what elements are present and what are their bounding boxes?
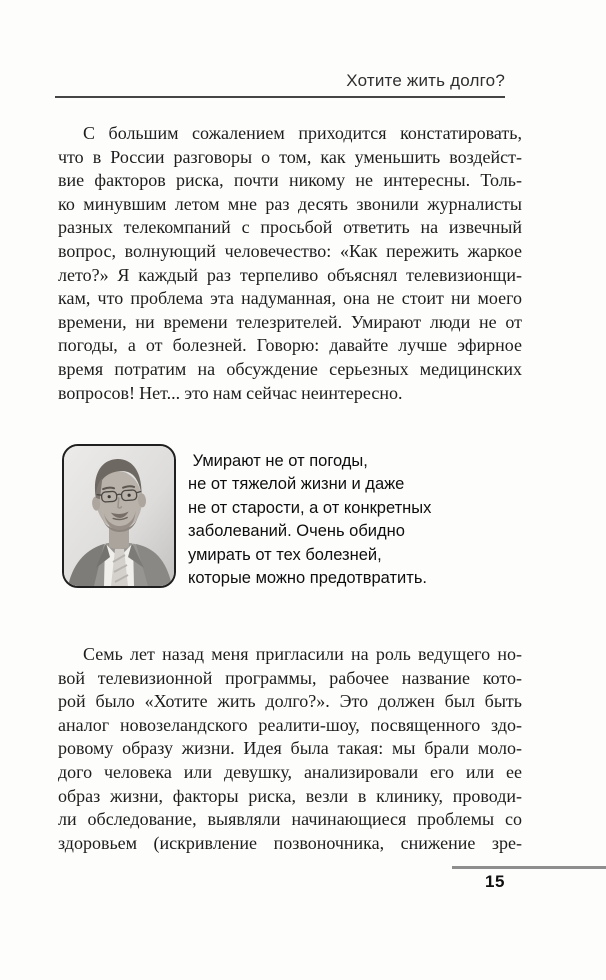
text-line: вой телевизионной программы, рабочее название кото- <box>58 667 522 688</box>
text-line: погоды, а от болезней. Говорю: давайте лучше эфирное <box>58 335 522 356</box>
text-line: здоровьем (искривление позвоночника, снижение зре- <box>58 832 522 853</box>
text-line: вие факторов риска, почти никому не интересны. Толь- <box>58 170 522 191</box>
text-line: вопросов! Нет... это нам сейчас неинтересно. <box>58 382 403 403</box>
page-number: 15 <box>485 872 505 891</box>
text-line: ровому образу жизни. Идея была такая: мы брали моло- <box>58 738 522 759</box>
text-line: рой было «Хотите жить долго?». Это должен был быть <box>58 691 522 712</box>
text-line: умирать от тех болезней, <box>188 545 382 564</box>
text-line: дого человека или девушку, анализировали его или ее <box>58 761 522 782</box>
text-line: времени, ни времени телезрителей. Умирают люди не от <box>58 311 522 332</box>
text-line: вопрос, волнующий человечество: «Как пережить жаркое <box>58 240 522 261</box>
text-line: ли обследование, выявляли начинающиеся проблемы со <box>58 809 522 830</box>
text-line: аналог новозеландского реалити-шоу, посвященного здо- <box>58 714 522 735</box>
text-line: кам, что проблема эта надуманная, она не стоит ни моего <box>58 288 522 309</box>
text-line: не от старости, а от конкретных <box>188 498 432 517</box>
paragraph <box>58 643 522 855</box>
text-line: Семь лет назад меня пригласили на роль ведущего но- <box>83 644 522 664</box>
text-line: что в России разговоры о том, как уменьшить воздейст- <box>58 146 522 167</box>
text-line: не от тяжелой жизни и даже <box>188 475 405 494</box>
paragraph <box>58 122 522 405</box>
header-rule <box>55 96 505 98</box>
text-line: которые можно предотвратить. <box>188 569 428 588</box>
author-photo <box>62 444 176 588</box>
pull-quote-block <box>62 444 532 590</box>
running-header: Хотите жить долго? <box>346 71 505 90</box>
pull-quote-text <box>188 444 431 590</box>
footer-rule <box>452 866 606 869</box>
text-line: лето?» Я каждый раз терпеливо объяснял телевизионщи- <box>58 264 522 285</box>
text-line: ко минувшим летом мне раз десять звонили журналисты <box>58 193 522 214</box>
text-line: образ жизни, факторы риска, везли в клинику, проводи- <box>58 785 522 806</box>
text-line: время потратим на обсуждение серьезных медицинских <box>58 358 522 379</box>
text-line: С большим сожалением приходится констатировать, <box>83 123 522 143</box>
text-line: разных телекомпаний с просьбой ответить на извечный <box>58 217 522 238</box>
text-line: Умирают не от погоды, <box>188 452 368 470</box>
text-line: заболеваний. Очень обидно <box>188 522 405 541</box>
